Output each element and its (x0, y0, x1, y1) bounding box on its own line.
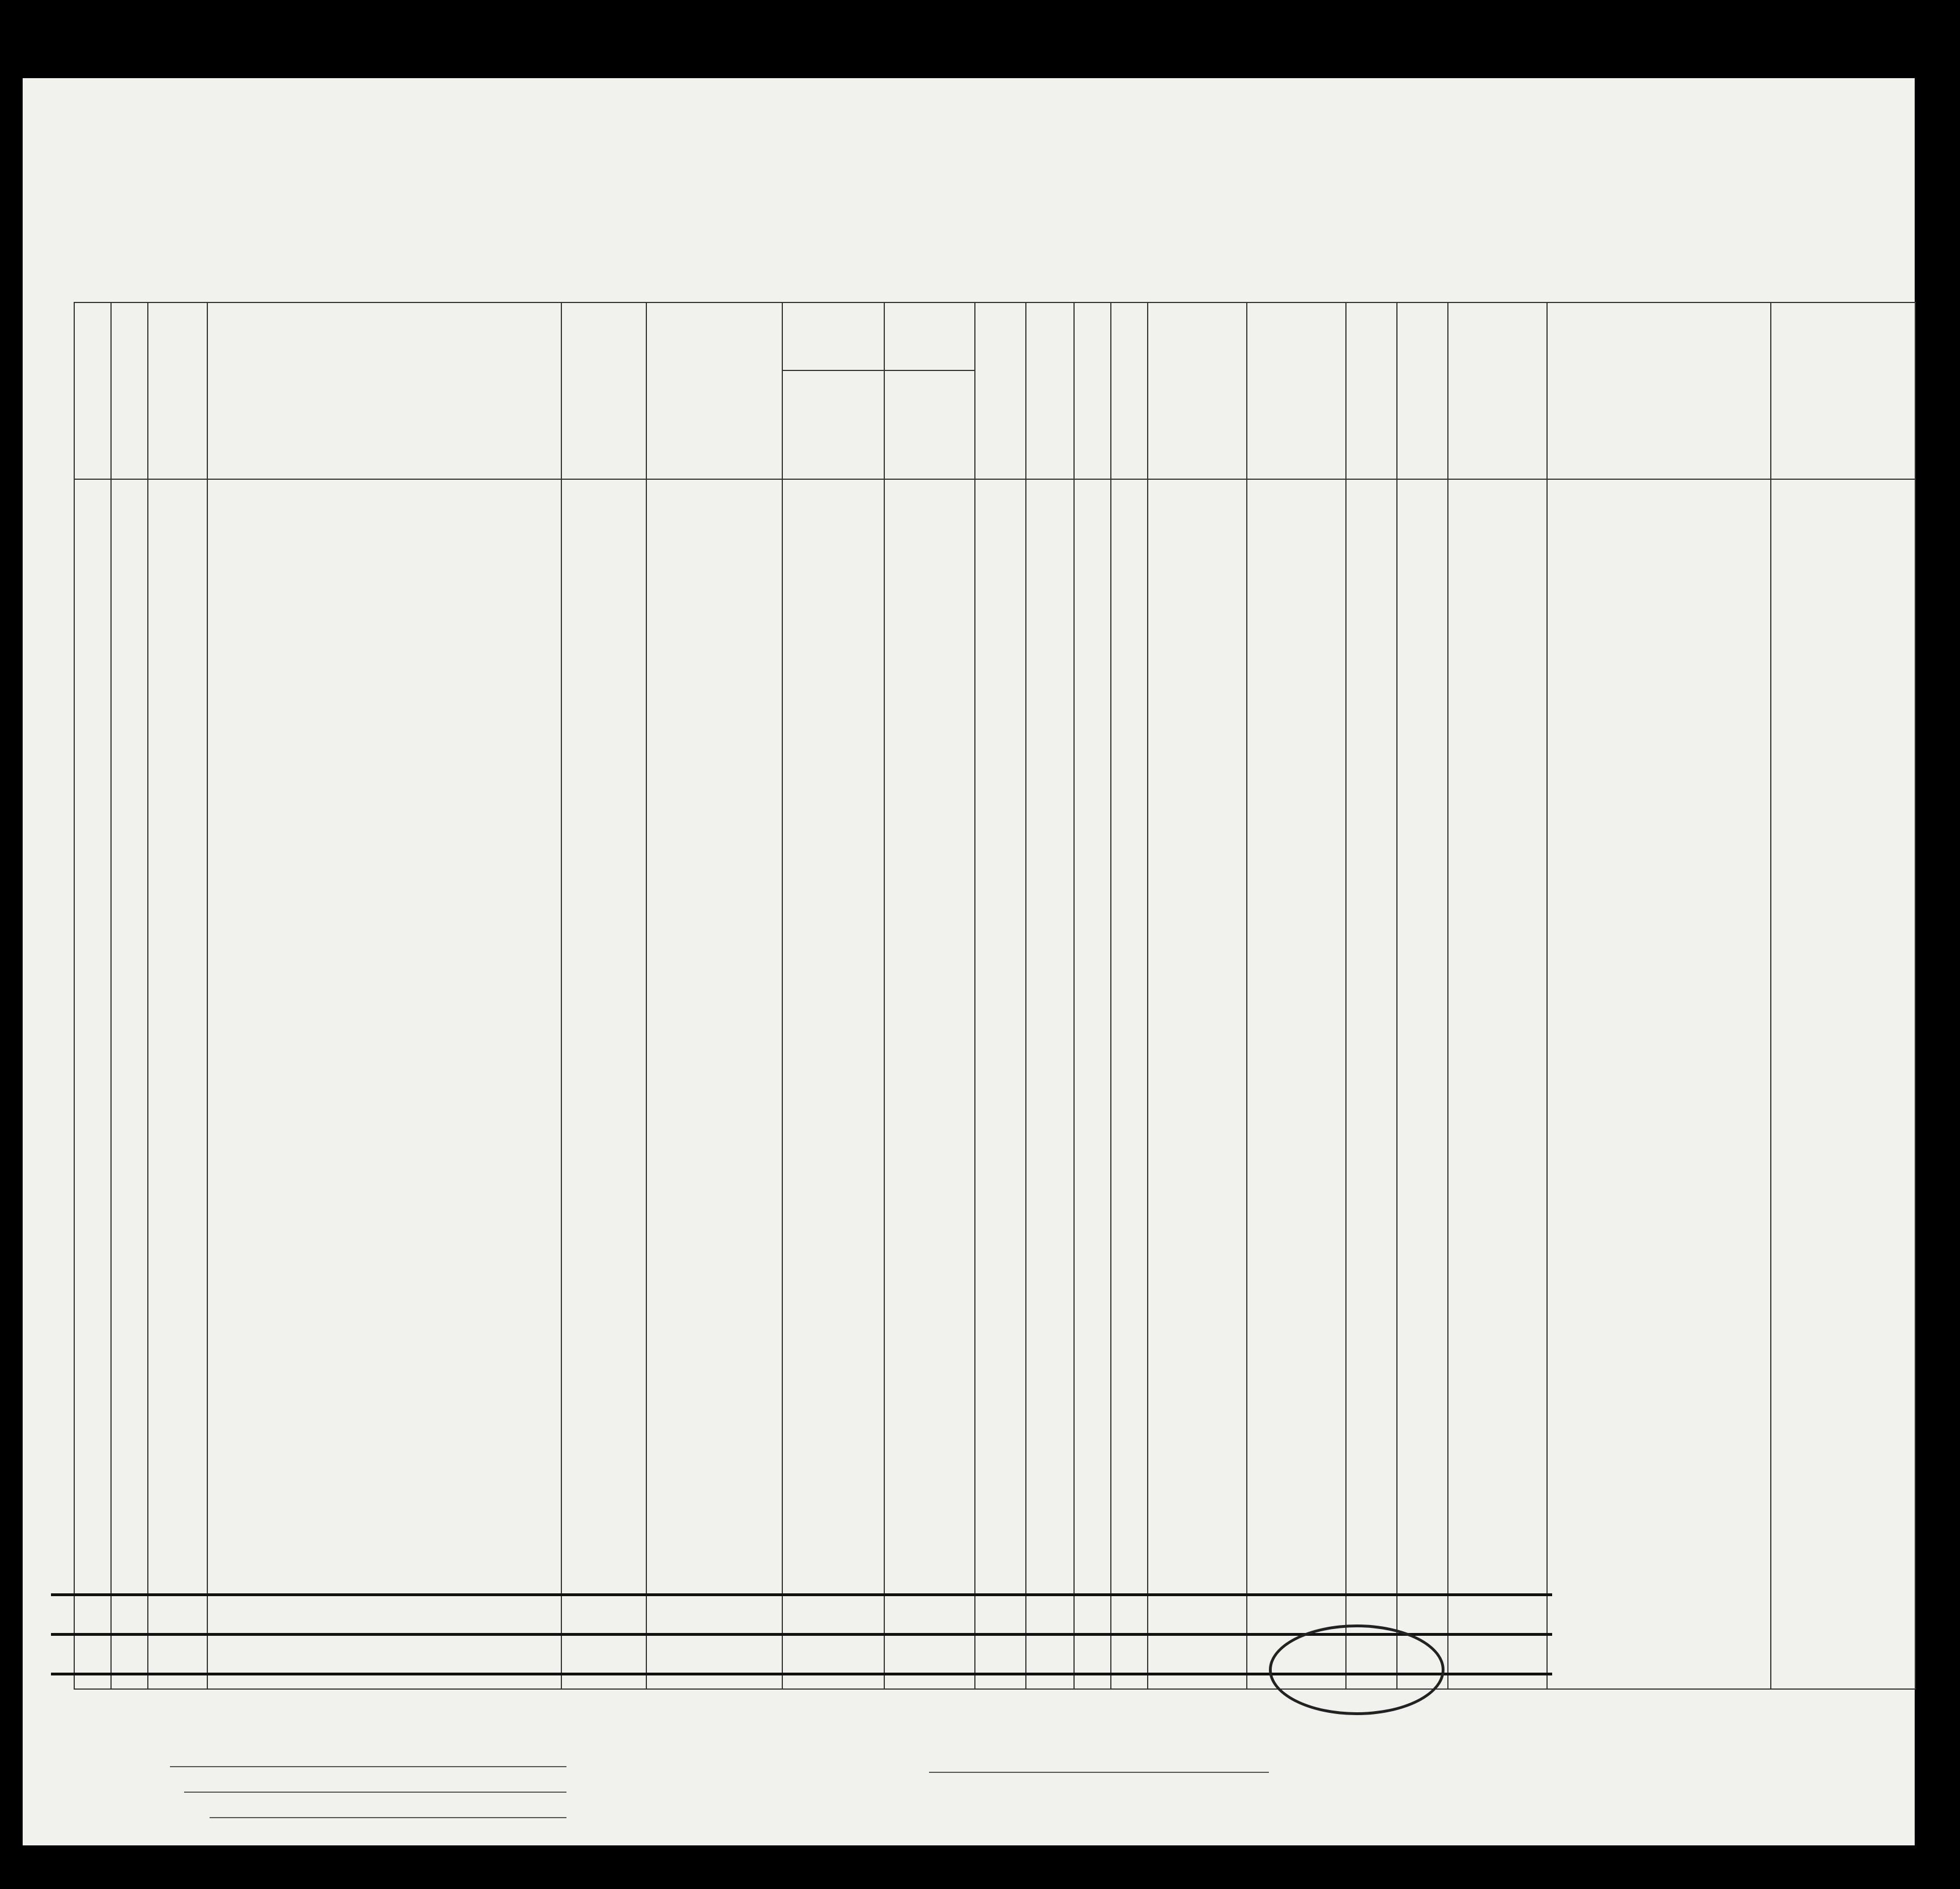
col-divider (782, 302, 783, 1690)
col-divider (1147, 302, 1148, 1690)
col-divider (561, 302, 562, 1690)
inspector-rule (929, 1772, 1269, 1773)
voyage-line (23, 262, 1915, 291)
col-divider (147, 302, 148, 1690)
line-rule (170, 1766, 566, 1767)
col-divider (110, 302, 112, 1690)
col-divider (1396, 302, 1397, 1690)
table-bottom-rule (74, 1688, 1915, 1690)
col-divider (1546, 302, 1548, 1690)
header-top-rule (74, 302, 1915, 303)
crew-table (74, 302, 1915, 1690)
cancel-line (51, 1593, 1552, 1596)
col-divider (1915, 302, 1916, 1690)
col-divider (207, 302, 208, 1690)
col-divider (1345, 302, 1347, 1690)
col-divider (646, 302, 647, 1690)
col-divider (1246, 302, 1247, 1690)
agents-rule (210, 1817, 566, 1818)
manifest-sheet (23, 78, 1915, 1845)
header-bottom-rule (74, 479, 1915, 480)
col-divider (1770, 302, 1771, 1690)
shipped-sub-rule (782, 370, 974, 371)
port-stamp (1269, 1624, 1445, 1715)
col-divider (1110, 302, 1111, 1690)
owners-rule (184, 1792, 566, 1793)
col-divider (1447, 302, 1448, 1690)
col-divider (1073, 302, 1075, 1690)
col-divider (74, 302, 75, 1690)
col-divider (884, 302, 885, 1690)
col-divider (1025, 302, 1026, 1690)
col-divider (974, 302, 975, 1690)
